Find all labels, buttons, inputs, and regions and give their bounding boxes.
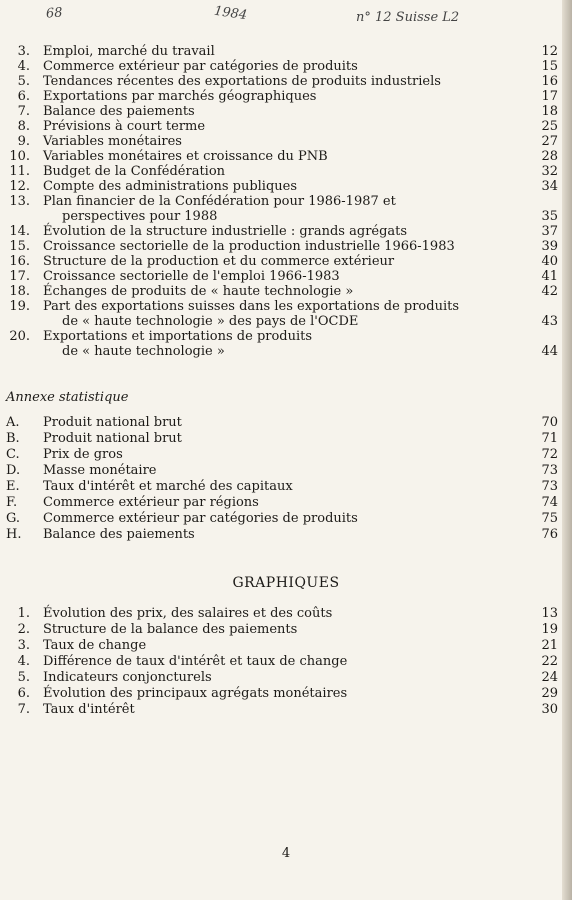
toc-entry xyxy=(0,209,572,224)
toc-entry xyxy=(0,44,572,59)
toc-entry-number: 3. xyxy=(17,44,30,59)
toc-entry-page: 27 xyxy=(541,134,558,149)
toc-entry-number: D. xyxy=(6,463,21,478)
toc-entry xyxy=(0,299,572,314)
toc-entry-label: Échanges de produits de « haute technologie » xyxy=(43,284,354,299)
toc-entry xyxy=(0,239,572,254)
toc-entry xyxy=(0,606,572,622)
toc-entry-number: 11. xyxy=(9,164,30,179)
toc-entry xyxy=(0,463,572,479)
toc-entry-label: de « haute technologie » xyxy=(62,344,225,359)
toc-entry-label: Différence de taux d'intérêt et taux de change xyxy=(43,654,348,669)
toc-entry-page: 17 xyxy=(541,89,558,104)
toc-entry xyxy=(0,164,572,179)
handwritten-note-right: n° 12 Suisse L2 xyxy=(356,10,460,25)
toc-entry-number: 10. xyxy=(9,149,30,164)
toc-entry-label: Évolution de la structure industrielle : grands agrégats xyxy=(43,224,408,239)
toc-entry-page: 28 xyxy=(541,149,558,164)
toc-entry xyxy=(0,104,572,119)
toc-entry xyxy=(0,194,572,209)
toc-entry-page: 70 xyxy=(541,415,558,430)
toc-entry-label: Masse monétaire xyxy=(43,463,157,478)
toc-entry-page: 15 xyxy=(541,59,558,74)
toc-entry xyxy=(0,59,572,74)
toc-entry-label: Variables monétaires xyxy=(43,134,182,149)
toc-entry-label: Plan financier de la Confédération pour 1986-1987 et xyxy=(43,194,396,209)
toc-entry-label: de « haute technologie » des pays de l'OCDE xyxy=(62,314,359,329)
toc-entry xyxy=(0,670,572,686)
toc-entry-page: 44 xyxy=(541,344,558,359)
toc-entry-label: Compte des administrations publiques xyxy=(43,179,298,194)
toc-entry-number: 18. xyxy=(9,284,30,299)
toc-entry xyxy=(0,314,572,329)
toc-entry-page: 71 xyxy=(541,431,558,446)
toc-entry-label: Prévisions à court terme xyxy=(43,119,206,134)
graphiques-list xyxy=(0,606,572,718)
toc-entry-number: 6. xyxy=(17,686,30,701)
toc-entry xyxy=(0,224,572,239)
toc-entry-label: Budget de la Confédération xyxy=(43,164,226,179)
adjacent-page-edge xyxy=(562,0,572,900)
handwritten-note-left: 68 xyxy=(45,5,64,22)
toc-entry xyxy=(0,134,572,149)
toc-entry-page: 24 xyxy=(541,670,558,685)
toc-entry-page: 21 xyxy=(541,638,558,653)
toc-entry-label: Emploi, marché du travail xyxy=(43,44,215,59)
toc-entry-page: 41 xyxy=(541,269,558,284)
toc-entry xyxy=(0,89,572,104)
toc-entry-page: 25 xyxy=(541,119,558,134)
toc-entry xyxy=(0,415,572,431)
toc-entry-page: 73 xyxy=(541,463,558,478)
toc-entry xyxy=(0,511,572,527)
toc-entry-page: 76 xyxy=(541,527,558,542)
toc-entry-label: Évolution des principaux agrégats monétaires xyxy=(43,686,348,701)
toc-entry-page: 43 xyxy=(541,314,558,329)
toc-entry xyxy=(0,119,572,134)
toc-entry-number: 14. xyxy=(9,224,30,239)
toc-entry-number: G. xyxy=(6,511,21,526)
toc-entry-page: 37 xyxy=(541,224,558,239)
toc-entry-number: 15. xyxy=(9,239,30,254)
toc-entry-label: Indicateurs conjoncturels xyxy=(43,670,212,685)
toc-entry-number: E. xyxy=(6,479,20,494)
toc-entry-label: Structure de la balance des paiements xyxy=(43,622,298,637)
toc-entry-page: 32 xyxy=(541,164,558,179)
toc-entry-page: 22 xyxy=(541,654,558,669)
toc-entry-number: 12. xyxy=(9,179,30,194)
annexe-list xyxy=(0,415,572,543)
toc-entry xyxy=(0,686,572,702)
toc-entry-label: Balance des paiements xyxy=(43,527,195,542)
toc-entry-page: 73 xyxy=(541,479,558,494)
toc-entry-label: Taux d'intérêt et marché des capitaux xyxy=(43,479,293,494)
toc-entry-label: Croissance sectorielle de l'emploi 1966-1983 xyxy=(43,269,340,284)
toc-entry-number: 1. xyxy=(17,606,30,621)
toc-entry-label: Tendances récentes des exportations de produits industriels xyxy=(43,74,441,89)
toc-entry-page: 30 xyxy=(541,702,558,717)
toc-entry xyxy=(0,254,572,269)
toc-entry-page: 16 xyxy=(541,74,558,89)
toc-entry-number: 6. xyxy=(17,89,30,104)
handwritten-note-middle: 1984 xyxy=(213,3,248,24)
toc-entry xyxy=(0,702,572,718)
toc-entry-number: 17. xyxy=(9,269,30,284)
toc-entry-number: 4. xyxy=(17,654,30,669)
toc-entry-page: 29 xyxy=(541,686,558,701)
toc-entry-label: Part des exportations suisses dans les exportations de produits xyxy=(43,299,459,314)
toc-entry xyxy=(0,527,572,543)
toc-entry-label: Produit national brut xyxy=(43,431,182,446)
toc-entry-label: Commerce extérieur par catégories de produits xyxy=(43,59,358,74)
toc-entry-label: Commerce extérieur par régions xyxy=(43,495,259,510)
toc-entry-label: Taux de change xyxy=(43,638,147,653)
toc-entry-label: Variables monétaires et croissance du PNB xyxy=(43,149,328,164)
toc-entry-number: 7. xyxy=(17,104,30,119)
toc-entry xyxy=(0,149,572,164)
toc-entry-number: 5. xyxy=(17,74,30,89)
toc-entry xyxy=(0,431,572,447)
toc-entry-page: 72 xyxy=(541,447,558,462)
toc-entry-number: H. xyxy=(6,527,22,542)
toc-entry xyxy=(0,179,572,194)
toc-entry-number: 13. xyxy=(9,194,30,209)
toc-entry xyxy=(0,329,572,344)
toc-entry-number: 16. xyxy=(9,254,30,269)
toc-entry xyxy=(0,447,572,463)
toc-entry-label: Structure de la production et du commerce extérieur xyxy=(43,254,395,269)
toc-entry-label: Évolution des prix, des salaires et des coûts xyxy=(43,606,333,621)
toc-entry xyxy=(0,344,572,359)
toc-entry xyxy=(0,495,572,511)
toc-entry-number: 7. xyxy=(17,702,30,717)
toc-entry-label: Prix de gros xyxy=(43,447,123,462)
toc-entry-label: Croissance sectorielle de la production industrielle 1966-1983 xyxy=(43,239,455,254)
toc-entry xyxy=(0,622,572,638)
toc-entry-page: 40 xyxy=(541,254,558,269)
toc-entry-page: 35 xyxy=(541,209,558,224)
toc-entry-number: A. xyxy=(6,415,20,430)
toc-entry-number: 3. xyxy=(17,638,30,653)
toc-entry-number: C. xyxy=(6,447,20,462)
toc-entry-page: 13 xyxy=(541,606,558,621)
toc-entry-number: 20. xyxy=(9,329,30,344)
toc-entry-label: Balance des paiements xyxy=(43,104,195,119)
toc-entry-label: Exportations par marchés géographiques xyxy=(43,89,317,104)
toc-entry-number: 8. xyxy=(17,119,30,134)
annexe-heading: Annexe statistique xyxy=(6,390,129,405)
toc-entry xyxy=(0,269,572,284)
toc-entry-number: B. xyxy=(6,431,20,446)
graphiques-heading: GRAPHIQUES xyxy=(232,575,340,591)
toc-entry xyxy=(0,654,572,670)
toc-entry-number: 2. xyxy=(17,622,30,637)
toc-entry-label: Commerce extérieur par catégories de produits xyxy=(43,511,358,526)
toc-entry xyxy=(0,284,572,299)
toc-entry-page: 19 xyxy=(541,622,558,637)
toc-entry xyxy=(0,638,572,654)
toc-entry-label: perspectives pour 1988 xyxy=(62,209,218,224)
toc-entry xyxy=(0,74,572,89)
toc-entry-page: 42 xyxy=(541,284,558,299)
toc-entry xyxy=(0,479,572,495)
toc-entry-page: 74 xyxy=(541,495,558,510)
page-number: 4 xyxy=(281,846,291,861)
toc-entry-number: 4. xyxy=(17,59,30,74)
toc-entry-label: Taux d'intérêt xyxy=(43,702,135,717)
toc-entry-number: 19. xyxy=(9,299,30,314)
toc-entry-number: F. xyxy=(6,495,18,510)
toc-main-list xyxy=(0,44,572,359)
toc-entry-label: Exportations et importations de produits xyxy=(43,329,313,344)
toc-entry-page: 39 xyxy=(541,239,558,254)
toc-entry-page: 12 xyxy=(541,44,558,59)
toc-entry-page: 18 xyxy=(541,104,558,119)
toc-entry-page: 34 xyxy=(541,179,558,194)
toc-entry-label: Produit national brut xyxy=(43,415,182,430)
toc-entry-number: 9. xyxy=(17,134,30,149)
toc-entry-number: 5. xyxy=(17,670,30,685)
toc-entry-page: 75 xyxy=(541,511,558,526)
